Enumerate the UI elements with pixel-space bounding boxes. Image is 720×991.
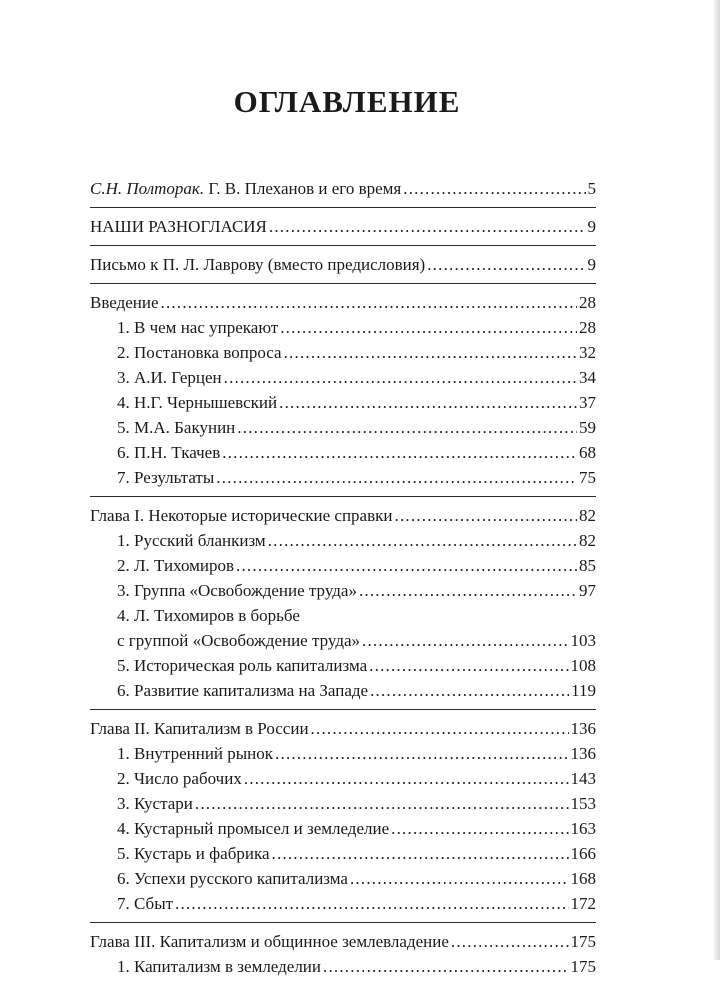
- toc-entry-label: 4. Н.Г. Чернышевский: [117, 393, 278, 412]
- toc-entry[interactable]: [90, 841, 596, 866]
- toc-entry[interactable]: [90, 954, 596, 979]
- dot-leader: [451, 929, 569, 954]
- toc-entry-label: 7. Результаты: [117, 468, 215, 487]
- table-of-contents: [90, 176, 596, 991]
- toc-entry-label: 5. М.А. Бакунин: [117, 418, 236, 437]
- toc-section-chapter-2: [90, 716, 596, 923]
- toc-entry[interactable]: [90, 866, 596, 891]
- toc-entry-label: 4. Кустарный промысел и земледелие: [117, 819, 390, 838]
- dot-leader: [370, 678, 569, 703]
- toc-entry-page: 28: [579, 293, 596, 312]
- toc-entry[interactable]: [90, 578, 596, 603]
- toc-entry-label: Глава II. Капитализм в России: [90, 719, 309, 738]
- toc-entry-author: С.Н. Полторак.: [90, 179, 205, 198]
- toc-entry-page: 37: [579, 393, 596, 412]
- toc-section-letter: [90, 252, 596, 284]
- toc-section-chapter-1: [90, 503, 596, 710]
- toc-entry-label: 1. Капитализм в земледелии: [117, 957, 321, 976]
- toc-section-intro: [90, 290, 596, 497]
- toc-entry-page: 143: [570, 769, 596, 788]
- toc-entry[interactable]: [90, 465, 596, 490]
- toc-section-work-title: [90, 214, 596, 246]
- dot-leader: [195, 791, 569, 816]
- dot-leader: [175, 891, 568, 916]
- toc-entry[interactable]: [90, 678, 596, 703]
- dot-leader: [222, 440, 577, 465]
- dot-leader: [280, 315, 577, 340]
- toc-entry-label: 3. Группа «Освобождение труда»: [117, 581, 357, 600]
- toc-entry-page: 82: [579, 506, 596, 525]
- dot-leader: [323, 954, 569, 979]
- dot-leader: [279, 390, 577, 415]
- toc-entry-label: 1. В чем нас упрекают: [117, 318, 279, 337]
- page-edge-shadow: [714, 0, 720, 960]
- toc-entry-page: 136: [570, 719, 596, 738]
- toc-entry-heading[interactable]: [90, 716, 596, 741]
- dot-leader: [224, 365, 577, 390]
- dot-leader: [275, 741, 568, 766]
- toc-entry-label: 4. Л. Тихомиров в борьбе: [117, 606, 300, 625]
- dot-leader: [359, 578, 577, 603]
- toc-entry-page: 59: [579, 418, 596, 437]
- dot-leader: [244, 766, 569, 791]
- toc-entry-page: 85: [579, 556, 596, 575]
- toc-entry-label: с группой «Освобождение труда»: [117, 631, 361, 650]
- toc-section-chapter-3: [90, 929, 596, 985]
- dot-leader: [391, 816, 568, 841]
- toc-entry-page: 119: [571, 681, 596, 700]
- toc-entry-label: 3. А.И. Герцен: [117, 368, 222, 387]
- toc-section-introduction-essay: [90, 176, 596, 208]
- toc-entry[interactable]: [90, 741, 596, 766]
- toc-entry[interactable]: [90, 252, 596, 277]
- dot-leader: [350, 866, 569, 891]
- dot-leader: [427, 252, 585, 277]
- toc-entry-page: 136: [570, 744, 596, 763]
- toc-entry-page: 34: [579, 368, 596, 387]
- toc-entry[interactable]: [90, 653, 596, 678]
- toc-entry-label: Письмо к П. Л. Лаврову (вместо предисловия): [90, 255, 426, 274]
- toc-entry[interactable]: [90, 816, 596, 841]
- toc-entry-label: Глава III. Капитализм и общинное землевладение: [90, 932, 449, 951]
- toc-entry-page: 172: [570, 894, 596, 913]
- dot-leader: [216, 465, 577, 490]
- toc-entry-heading[interactable]: [90, 503, 596, 528]
- toc-entry-heading[interactable]: [90, 290, 596, 315]
- toc-entry-page: 28: [579, 318, 596, 337]
- toc-entry[interactable]: [90, 603, 596, 628]
- toc-entry-label: 2. Л. Тихомиров: [117, 556, 234, 575]
- toc-entry-label: 1. Русский бланкизм: [117, 531, 266, 550]
- toc-entry-page: 163: [570, 819, 596, 838]
- toc-entry-page: 68: [579, 443, 596, 462]
- dot-leader: [284, 340, 577, 365]
- toc-entry-page: 5: [587, 179, 596, 198]
- toc-entry[interactable]: [90, 791, 596, 816]
- toc-entry-page: 32: [579, 343, 596, 362]
- toc-entry-title: Г. В. Плеханов и его время: [204, 179, 402, 198]
- toc-entry[interactable]: [90, 891, 596, 916]
- toc-entry[interactable]: [90, 440, 596, 465]
- toc-entry-label: 5. Историческая роль капитализма: [117, 656, 368, 675]
- toc-entry-page: 9: [587, 217, 596, 236]
- toc-entry-label: Введение: [90, 293, 159, 312]
- dot-leader: [161, 290, 577, 315]
- dot-leader: [269, 214, 586, 239]
- dot-leader: [362, 628, 568, 653]
- toc-entry-page: 175: [570, 957, 596, 976]
- dot-leader: [403, 176, 585, 201]
- toc-entry[interactable]: [90, 766, 596, 791]
- toc-entry-page: 9: [587, 255, 596, 274]
- toc-entry[interactable]: [90, 340, 596, 365]
- toc-entry-page: 153: [570, 794, 596, 813]
- dot-leader: [237, 415, 577, 440]
- toc-entry-page: 166: [570, 844, 596, 863]
- toc-entry[interactable]: [90, 628, 596, 653]
- toc-entry-label: 6. Развитие капитализма на Западе: [117, 681, 369, 700]
- toc-entry-page: 75: [579, 468, 596, 487]
- toc-entry[interactable]: [90, 553, 596, 578]
- toc-entry[interactable]: [90, 176, 596, 201]
- toc-entry-page: 108: [570, 656, 596, 675]
- dot-leader: [236, 553, 577, 578]
- toc-entry-label: 3. Кустари: [117, 794, 193, 813]
- dot-leader: [311, 716, 569, 741]
- toc-entry-page: 82: [579, 531, 596, 550]
- toc-entry-label: 6. Успехи русского капитализма: [117, 869, 348, 888]
- toc-entry-page: 175: [570, 932, 596, 951]
- toc-entry-label: Глава I. Некоторые исторические справки: [90, 506, 393, 525]
- dot-leader: [268, 528, 577, 553]
- toc-entry-label: [90, 176, 401, 201]
- toc-entry-label: 7. Сбыт: [117, 894, 174, 913]
- toc-entry-page: 168: [570, 869, 596, 888]
- toc-entry-heading[interactable]: [90, 929, 596, 954]
- toc-entry-page: 103: [570, 631, 596, 650]
- toc-entry-label: 5. Кустарь и фабрика: [117, 844, 270, 863]
- dot-leader: [272, 841, 569, 866]
- toc-entry[interactable]: [90, 415, 596, 440]
- toc-entry-label: 2. Число рабочих: [117, 769, 242, 788]
- toc-entry[interactable]: [90, 214, 596, 239]
- toc-entry[interactable]: [90, 315, 596, 340]
- dot-leader: [395, 503, 578, 528]
- toc-entry-page: 97: [579, 581, 596, 600]
- toc-entry[interactable]: [90, 390, 596, 415]
- page-title: ОГЛАВЛЕНИЕ: [233, 84, 461, 119]
- toc-entry-label: НАШИ РАЗНОГЛАСИЯ: [90, 217, 267, 236]
- toc-entry-label: 2. Постановка вопроса: [117, 343, 282, 362]
- toc-entry[interactable]: [90, 528, 596, 553]
- dot-leader: [369, 653, 568, 678]
- toc-entry-label: 6. П.Н. Ткачев: [117, 443, 221, 462]
- toc-entry[interactable]: [90, 365, 596, 390]
- toc-entry-label: 1. Внутренний рынок: [117, 744, 274, 763]
